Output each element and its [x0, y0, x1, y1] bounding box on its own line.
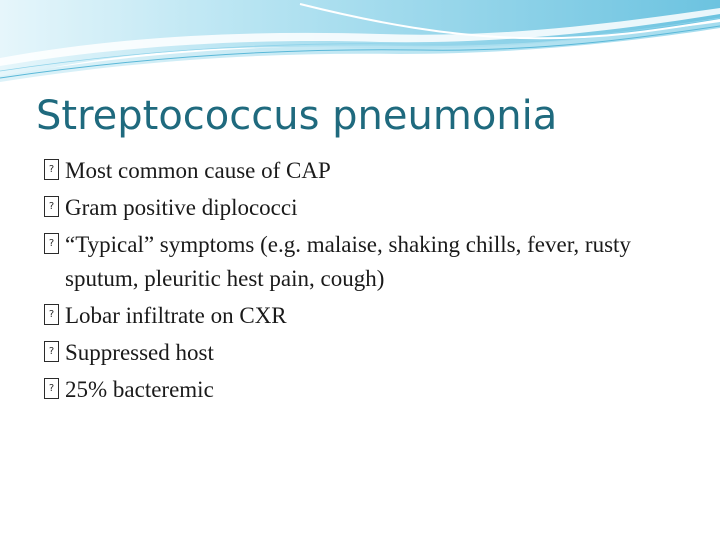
bullet-item — [44, 373, 704, 407]
missing-glyph-icon — [44, 233, 59, 254]
missing-glyph-icon — [44, 159, 59, 180]
bullet-text: Suppressed host — [65, 340, 214, 365]
bullet-list — [44, 154, 704, 410]
bullet-item — [44, 191, 704, 225]
missing-glyph-icon — [44, 196, 59, 217]
header-wave-decoration — [0, 0, 720, 90]
bullet-text: “Typical” symptoms (e.g. malaise, shaking chills, fever, rusty sputum, pleuritic hest pain, cough) — [65, 232, 631, 291]
missing-glyph-icon — [44, 378, 59, 399]
bullet-text: Gram positive diplococci — [65, 195, 298, 220]
bullet-text: 25% bacteremic — [65, 377, 214, 402]
bullet-item — [44, 228, 704, 296]
bullet-item — [44, 299, 704, 333]
bullet-item — [44, 336, 704, 370]
bullet-text: Most common cause of CAP — [65, 158, 331, 183]
missing-glyph-icon — [44, 341, 59, 362]
missing-glyph-icon — [44, 304, 59, 325]
bullet-item — [44, 154, 704, 188]
bullet-text: Lobar infiltrate on CXR — [65, 303, 287, 328]
slide-title: Streptococcus pneumonia — [36, 93, 558, 139]
